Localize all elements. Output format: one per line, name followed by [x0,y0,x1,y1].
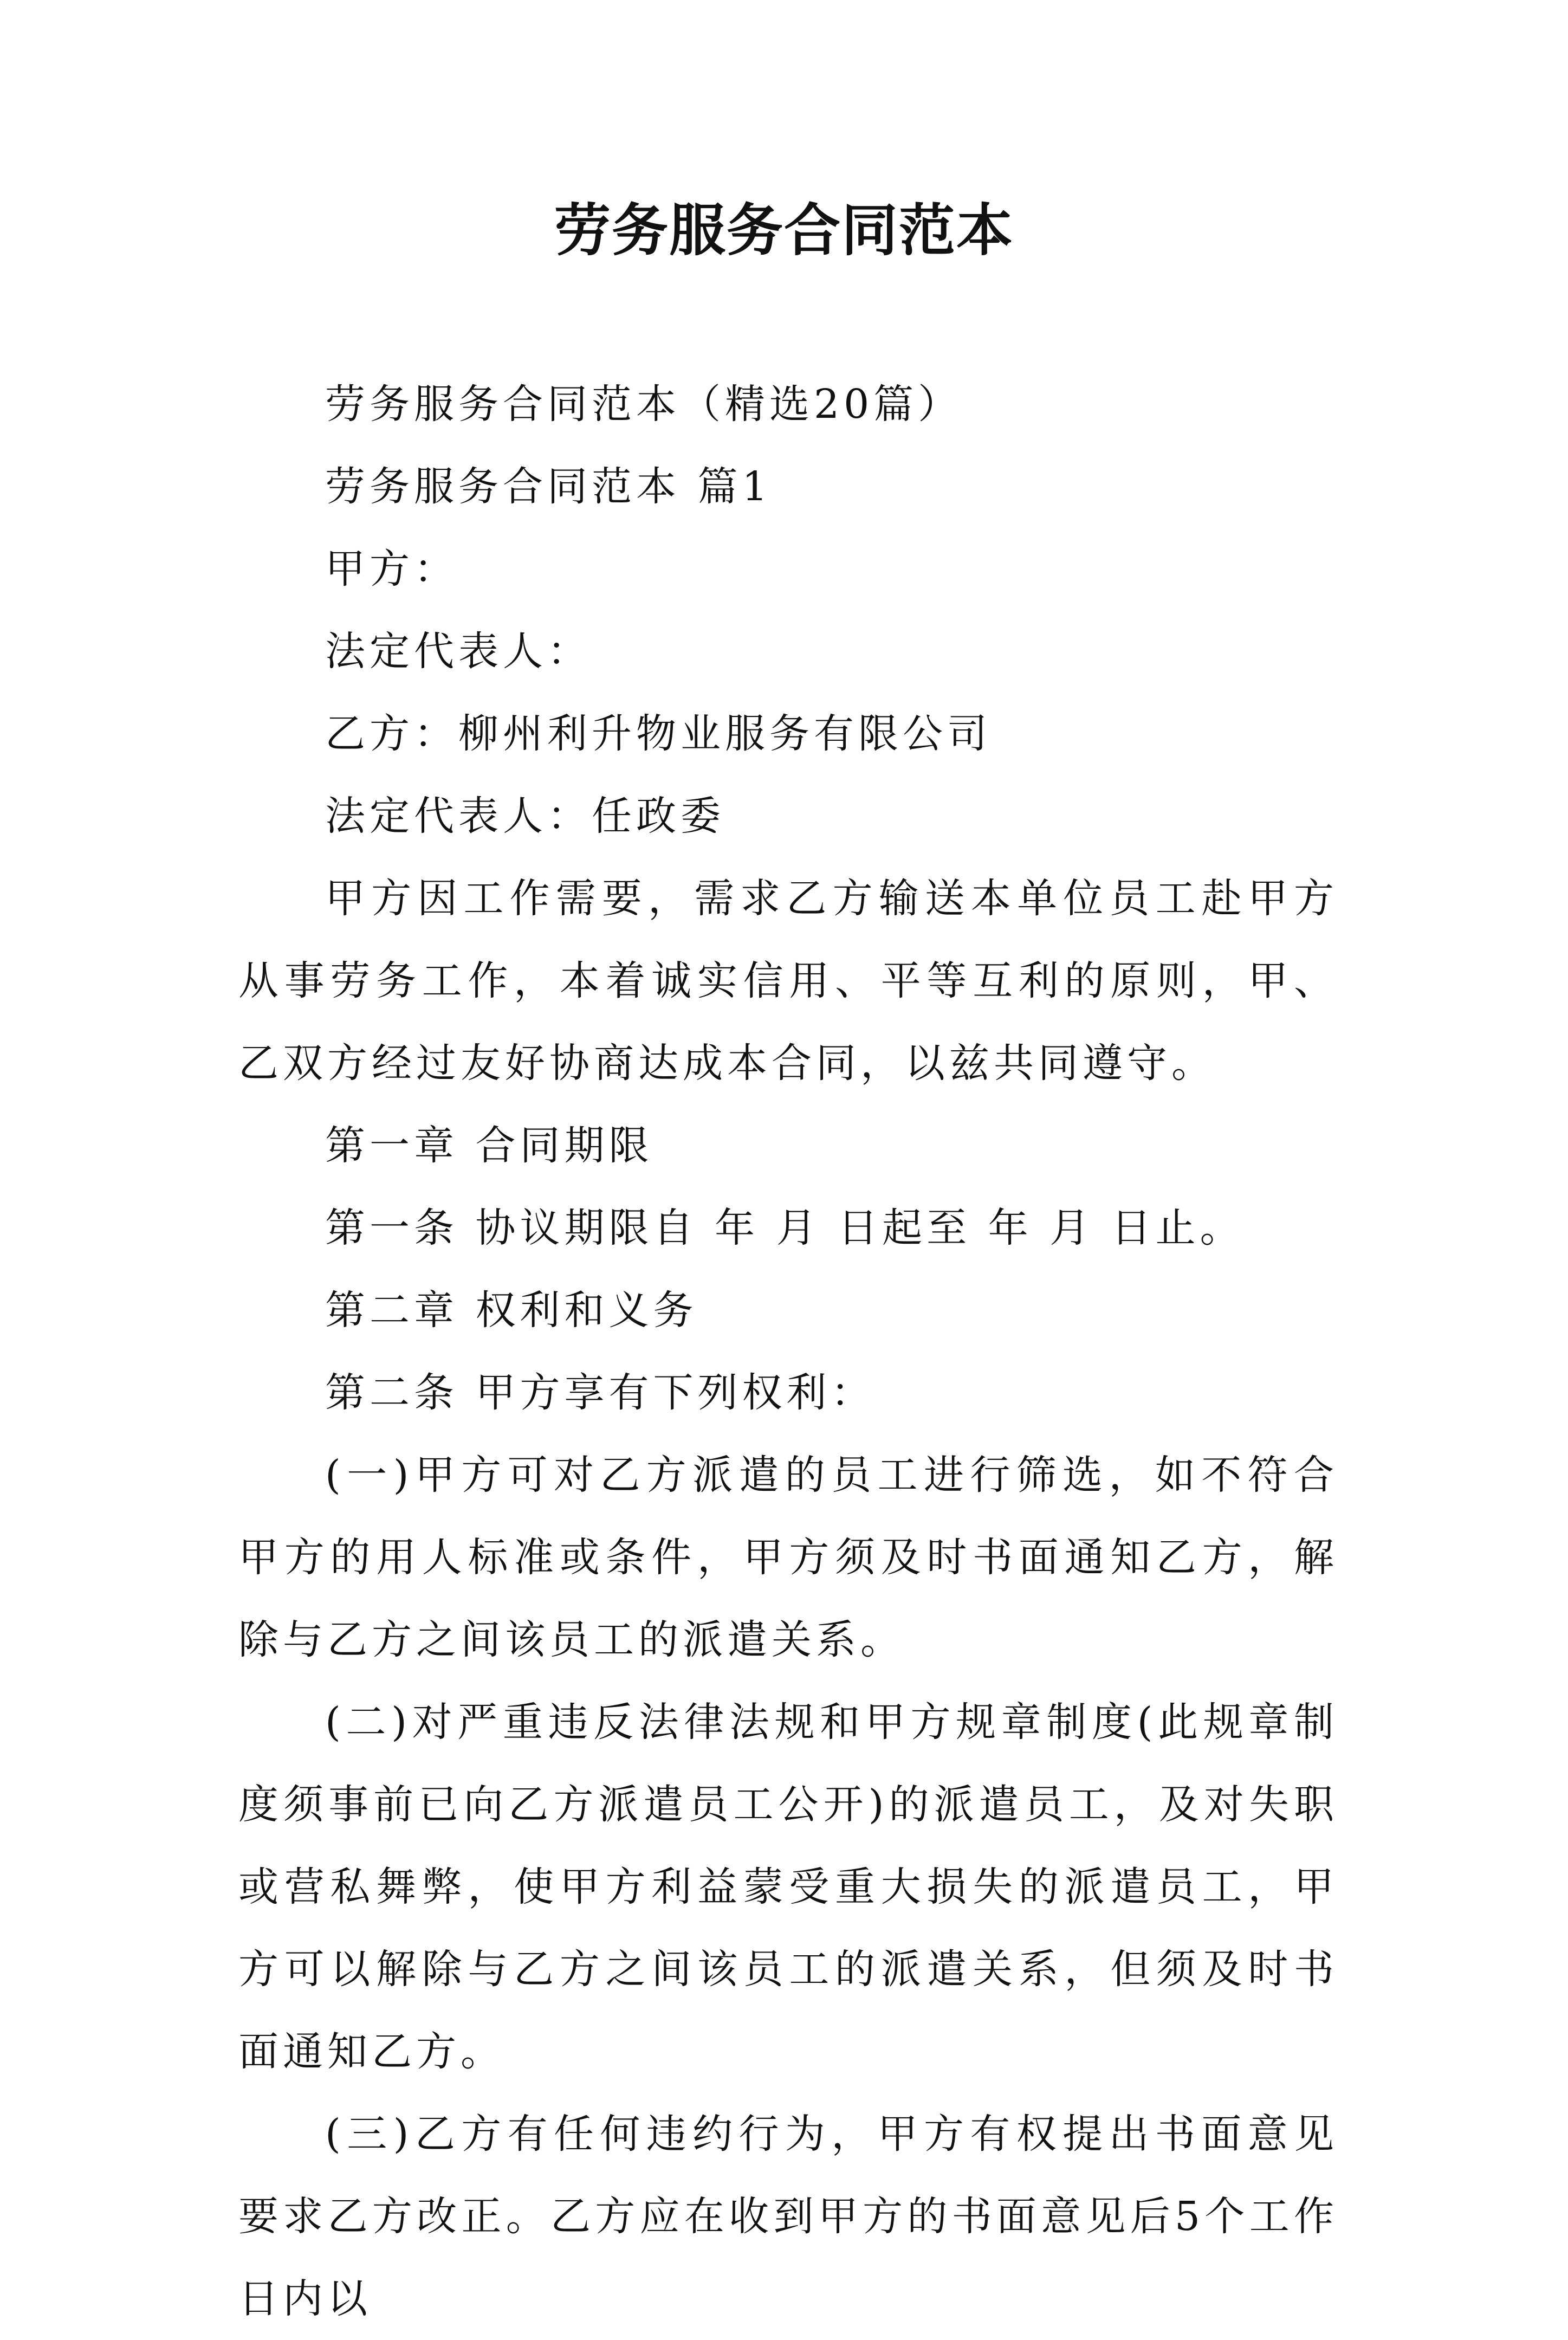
paragraph-chapter-2: 第二章 权利和义务 [325,1287,698,1334]
paragraph-clause-1: (一)甲方可对乙方派遣的员工进行筛选，如不符合甲方的用人标准或条件，甲方须及时书面通知乙方，解除与乙方之间该员工的派遣关系。 [238,1452,1338,1663]
paragraph-section-heading: 劳务服务合同范本 篇1 [325,463,772,510]
paragraph-party-a-representative: 法定代表人： [325,628,592,675]
paragraph-party-a: 甲方： [325,546,458,592]
paragraph-subtitle: 劳务服务合同范本（精选20篇） [325,381,963,428]
paragraph-clause-2: (二)对严重违反法律法规和甲方规章制度(此规章制度须事前已向乙方派遣员工公开)的派遣员工，及对失职或营私舞弊，使甲方利益蒙受重大损失的派遣员工，甲方可以解除与乙方之间该员工的派遣关系，但须及时书面通知乙方。 [238,1699,1338,2075]
paragraph-party-b: 乙方：柳州利升物业服务有限公司 [325,710,992,757]
paragraph-article-1: 第一条 协议期限自 年 月 日起至 年 月 日止。 [325,1205,1245,1251]
paragraph-chapter-1: 第一章 合同期限 [325,1122,653,1169]
paragraph-preamble: 甲方因工作需要，需求乙方输送本单位员工赴甲方从事劳务工作，本着诚实信用、平等互利的原则，甲、乙双方经过友好协商达成本合同，以兹共同遵守。 [238,875,1338,1087]
document-title: 劳务服务合同范本 [554,197,1014,263]
document-body [238,363,1338,2340]
paragraph-party-b-representative: 法定代表人：任政委 [325,793,725,839]
paragraph-article-2: 第二条 甲方享有下列权利： [325,1369,876,1416]
paragraph-clause-3: (三)乙方有任何违约行为，甲方有权提出书面意见要求乙方改正。乙方应在收到甲方的书面意见后5个工作日内以 [238,2111,1338,2322]
